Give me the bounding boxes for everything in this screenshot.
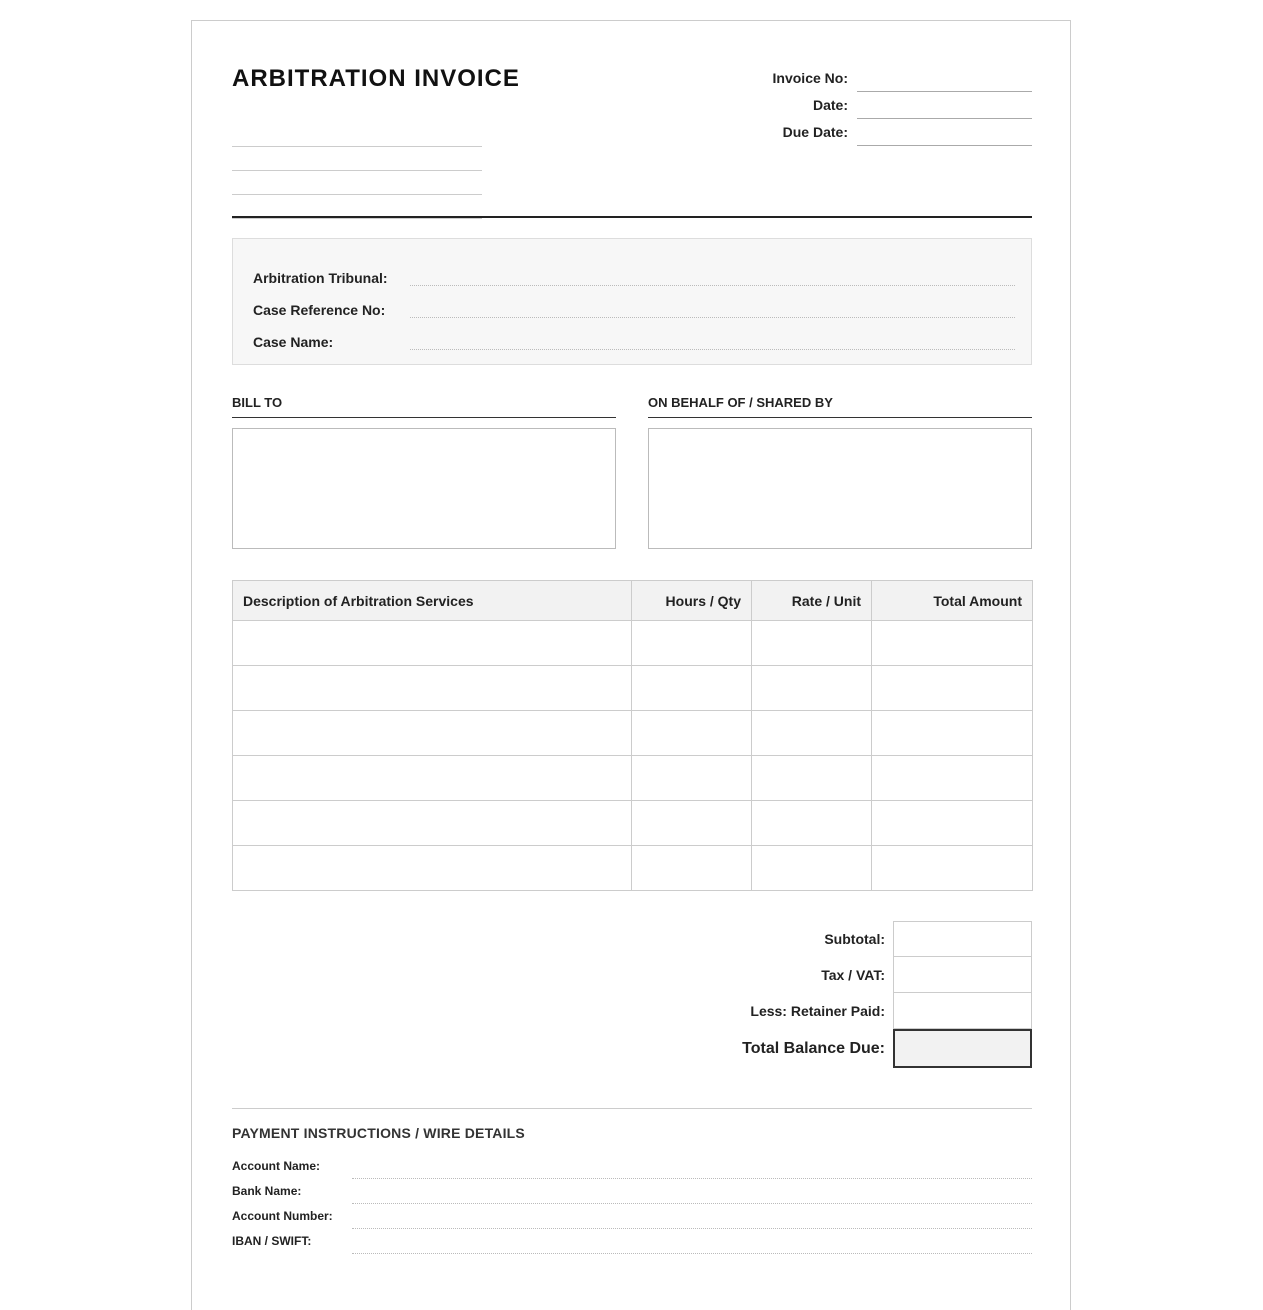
- payment-heading: PAYMENT INSTRUCTIONS / WIRE DETAILS: [232, 1125, 525, 1141]
- case-reference-label: Case Reference No:: [253, 302, 386, 318]
- description-cell[interactable]: [233, 846, 632, 891]
- case-reference-row: [253, 295, 1015, 318]
- on-behalf-section: [648, 396, 1032, 549]
- account-number-row: [232, 1204, 1032, 1229]
- tax-row: [632, 957, 1032, 993]
- rate-header: Rate / Unit: [752, 581, 872, 621]
- amount-cell[interactable]: [872, 756, 1033, 801]
- table-row: [233, 846, 1033, 891]
- subtotal-label: Subtotal:: [824, 931, 885, 947]
- tribunal-field[interactable]: [410, 263, 1015, 286]
- description-header: Description of Arbitration Services: [233, 581, 632, 621]
- table-row: [233, 801, 1033, 846]
- due-date-field[interactable]: [857, 118, 1032, 146]
- tribunal-row: [253, 263, 1015, 286]
- header-divider: [232, 216, 1032, 218]
- services-header-row: [233, 581, 1033, 621]
- rate-cell[interactable]: [752, 756, 872, 801]
- retainer-field[interactable]: [893, 993, 1032, 1029]
- account-number-field[interactable]: [352, 1204, 1032, 1229]
- issuer-details-lines: [232, 123, 482, 219]
- bank-name-label: Bank Name:: [232, 1184, 302, 1198]
- total-amount-header: Total Amount: [872, 581, 1033, 621]
- table-row: [233, 711, 1033, 756]
- due-date-label: Due Date:: [782, 124, 848, 140]
- hours-header: Hours / Qty: [632, 581, 752, 621]
- bill-to-section: [232, 396, 616, 549]
- invoice-no-row: [752, 65, 1032, 92]
- hours-cell[interactable]: [632, 711, 752, 756]
- table-row: [233, 621, 1033, 666]
- balance-due-row: [632, 1029, 1032, 1068]
- on-behalf-box[interactable]: [648, 428, 1032, 549]
- subtotal-field[interactable]: [893, 921, 1032, 957]
- description-cell[interactable]: [233, 621, 632, 666]
- retainer-label: Less: Retainer Paid:: [750, 1003, 885, 1019]
- description-cell[interactable]: [233, 711, 632, 756]
- description-cell[interactable]: [233, 666, 632, 711]
- account-name-row: [232, 1154, 1032, 1179]
- rate-cell[interactable]: [752, 711, 872, 756]
- amount-cell[interactable]: [872, 666, 1033, 711]
- description-cell[interactable]: [233, 756, 632, 801]
- amount-cell[interactable]: [872, 846, 1033, 891]
- invoice-no-label: Invoice No:: [772, 70, 848, 86]
- balance-due-label: Total Balance Due:: [742, 1039, 885, 1057]
- table-row: [233, 666, 1033, 711]
- table-row: [233, 756, 1033, 801]
- payment-divider: [232, 1108, 1032, 1109]
- issuer-line[interactable]: [232, 171, 482, 195]
- hours-cell[interactable]: [632, 846, 752, 891]
- tax-field[interactable]: [893, 957, 1032, 993]
- totals-section: [632, 921, 1032, 1068]
- amount-cell[interactable]: [872, 801, 1033, 846]
- date-field[interactable]: [857, 91, 1032, 119]
- retainer-row: [632, 993, 1032, 1029]
- hours-cell[interactable]: [632, 621, 752, 666]
- case-name-label: Case Name:: [253, 334, 334, 350]
- invoice-title: ARBITRATION INVOICE: [232, 65, 520, 92]
- case-reference-field[interactable]: [410, 295, 1015, 318]
- on-behalf-heading: ON BEHALF OF / SHARED BY: [648, 396, 1032, 418]
- account-name-field[interactable]: [352, 1154, 1032, 1179]
- amount-cell[interactable]: [872, 621, 1033, 666]
- iban-field[interactable]: [352, 1229, 1032, 1254]
- date-label: Date:: [812, 97, 848, 113]
- amount-cell[interactable]: [872, 711, 1033, 756]
- due-date-row: [752, 119, 1032, 146]
- hours-cell[interactable]: [632, 666, 752, 711]
- issuer-line[interactable]: [232, 123, 482, 147]
- bill-to-heading: BILL TO: [232, 396, 616, 418]
- date-row: [752, 92, 1032, 119]
- subtotal-row: [632, 921, 1032, 957]
- services-table: [232, 580, 1033, 891]
- rate-cell[interactable]: [752, 666, 872, 711]
- invoice-no-field[interactable]: [857, 64, 1032, 92]
- issuer-line[interactable]: [232, 147, 482, 171]
- rate-cell[interactable]: [752, 846, 872, 891]
- tax-label: Tax / VAT:: [821, 967, 885, 983]
- bank-name-field[interactable]: [352, 1179, 1032, 1204]
- rate-cell[interactable]: [752, 801, 872, 846]
- account-name-label: Account Name:: [232, 1159, 321, 1173]
- hours-cell[interactable]: [632, 801, 752, 846]
- rate-cell[interactable]: [752, 621, 872, 666]
- invoice-meta: [752, 65, 1032, 146]
- account-number-label: Account Number:: [232, 1209, 333, 1223]
- bank-name-row: [232, 1179, 1032, 1204]
- case-name-field[interactable]: [410, 327, 1015, 350]
- tribunal-label: Arbitration Tribunal:: [253, 270, 388, 286]
- description-cell[interactable]: [233, 801, 632, 846]
- payment-details: [232, 1154, 1032, 1254]
- balance-due-field[interactable]: [893, 1029, 1032, 1068]
- case-details-box: [232, 238, 1032, 365]
- bill-to-box[interactable]: [232, 428, 616, 549]
- hours-cell[interactable]: [632, 756, 752, 801]
- case-name-row: [253, 327, 1015, 350]
- iban-label: IBAN / SWIFT:: [232, 1234, 312, 1248]
- iban-row: [232, 1229, 1032, 1254]
- invoice-page: [191, 20, 1071, 1310]
